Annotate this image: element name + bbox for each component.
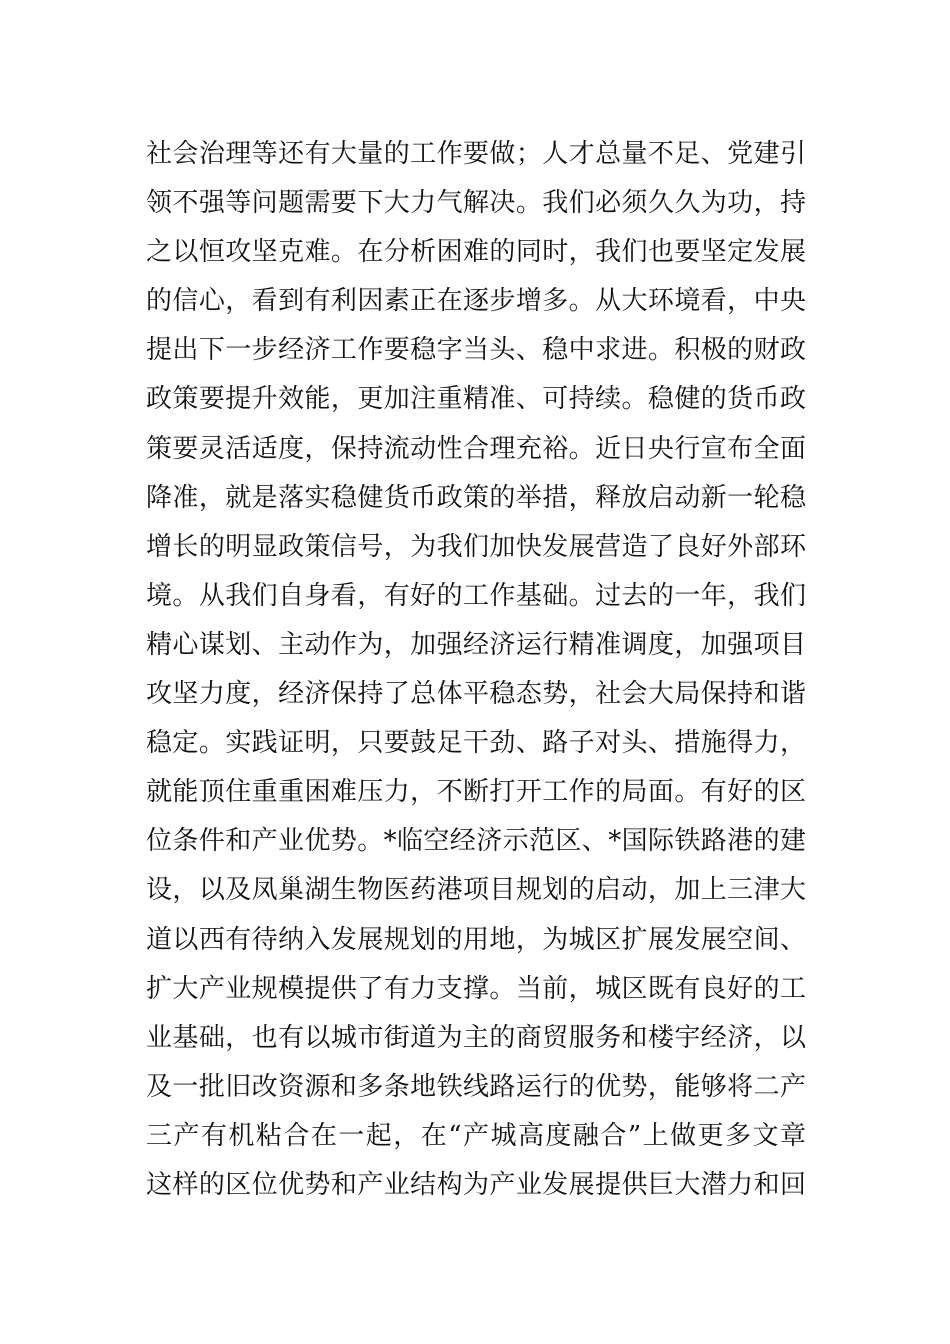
text-line: 策要灵活适度，保持流动性合理充裕。近日央行宣布全面 xyxy=(146,433,806,464)
text-line: 扩大产业规模提供了有力支撑。当前，城区既有良好的工 xyxy=(146,973,806,1004)
text-line: 三产有机粘合在一起，在“产城高度融合”上做更多文章 xyxy=(146,1120,806,1151)
text-line: 攻坚力度，经济保持了总体平稳态势，社会大局保持和谐 xyxy=(146,679,806,710)
text-line: 社会治理等还有大量的工作要做；人才总量不足、党建引 xyxy=(146,139,806,169)
text-line: 增长的明显政策信号，为我们加快发展营造了良好外部环 xyxy=(146,531,806,562)
text-line: 之以恒攻坚克难。在分析困难的同时，我们也要坚定发展 xyxy=(146,237,806,268)
text-line: 道以西有待纳入发展规划的用地，为城区扩展发展空间、 xyxy=(146,924,806,955)
text-line: 位条件和产业优势。*临空经济示范区、*国际铁路港的建 xyxy=(146,826,806,857)
text-line: 就能顶住重重困难压力，不断打开工作的局面。有好的区 xyxy=(146,777,806,808)
text-line: 设，以及凤巢湖生物医药港项目规划的启动，加上三津大 xyxy=(146,875,806,906)
text-line: 精心谋划、主动作为，加强经济运行精准调度，加强项目 xyxy=(146,629,806,660)
text-line: 业基础，也有以城市街道为主的商贸服务和楼宇经济，以 xyxy=(146,1022,806,1053)
text-line: 领不强等问题需要下大力气解决。我们必须久久为功，持 xyxy=(146,188,806,219)
text-line: 提出下一步经济工作要稳字当头、稳中求进。积极的财政 xyxy=(146,335,806,366)
body-text xyxy=(146,130,816,1210)
text-line: 的信心，看到有利因素正在逐步增多。从大环境看，中央 xyxy=(146,286,806,317)
text-line: 政策要提升效能，更加注重精准、可持续。稳健的货币政 xyxy=(146,384,806,415)
text-line: 稳定。实践证明，只要鼓足干劲、路子对头、措施得力， xyxy=(146,728,806,759)
text-line: 境。从我们自身看，有好的工作基础。过去的一年，我们 xyxy=(146,580,806,611)
text-line: 这样的区位优势和产业结构为产业发展提供巨大潜力和回 xyxy=(146,1169,806,1200)
text-line: 及一批旧改资源和多条地铁线路运行的优势，能够将二产 xyxy=(146,1071,806,1102)
text-line: 降准，就是落实稳健货币政策的举措，释放启动新一轮稳 xyxy=(146,482,806,513)
